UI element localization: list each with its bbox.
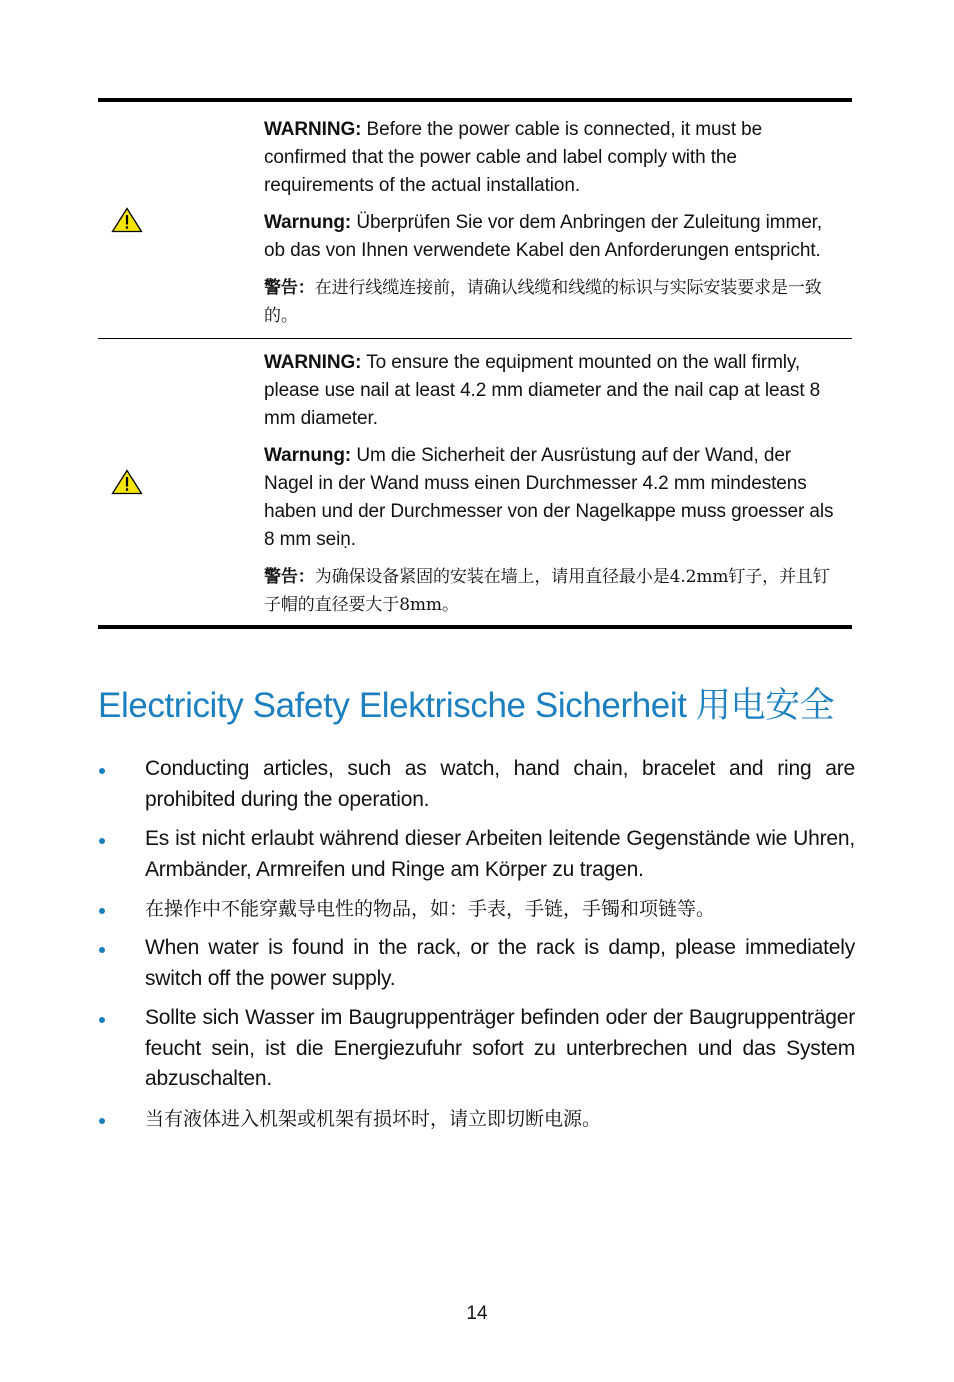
warning-german-label: Warnung:: [264, 445, 352, 466]
warning-chinese: [264, 563, 842, 619]
warning-text-cell: [264, 102, 852, 338]
bullet-item: [98, 894, 855, 924]
bullet-text: 在操作中不能穿戴导电性的物品，如：手表，手链，手镯和项链等。: [145, 898, 716, 920]
warning-english-text: To ensure the equipment mounted on the wall firmly, please use nail at least 4.2 mm diameter and the nail cap at least 8 mm diameter.: [264, 352, 821, 429]
warning-chinese: [264, 274, 842, 330]
warning-english: [264, 349, 842, 433]
bullet-item: [98, 1104, 855, 1134]
warning-chinese-text: 在进行线缆连接前，请确认线缆和线缆的标识与实际安装要求是一致的。: [264, 278, 822, 326]
bullet-dot-icon: [99, 947, 105, 953]
warning-english-label: WARNING:: [264, 119, 362, 140]
warning-chinese-label: 警告：: [264, 278, 315, 298]
bullet-text: Conducting articles, such as watch, hand chain, bracelet and ring are prohibited during the operation.: [145, 757, 855, 811]
warning-english-text: Before the power cable is connected, it must be confirmed that the power cable and label comply with the requirements of the actual installation.: [264, 119, 763, 196]
warning-german-text: Überprüfen Sie vor dem Anbringen der Zuleitung immer, ob das von Ihnen verwendete Kabel den Anforderungen entspricht.: [264, 212, 823, 261]
bullet-text: 当有液体进入机架或机架有损坏时，请立即切断电源。: [145, 1107, 602, 1130]
bullet-text: Sollte sich Wasser im Baugruppenträger befinden oder der Baugruppenträger feucht sein, ist die Energiezufuhr sofort zu unterbrechen und das System abzuschalten.: [145, 1006, 855, 1090]
bullet-dot-icon: [99, 908, 105, 914]
warning-row-wall-mount: [98, 338, 852, 625]
section-heading: Electricity Safety Elektrische Sicherheit 用电安全: [98, 686, 835, 725]
bullet-text: When water is found in the rack, or the rack is damp, please immediately switch off the power supply.: [145, 936, 855, 990]
warning-english: [264, 116, 842, 200]
warning-triangle-icon: [111, 207, 143, 233]
warning-german: [264, 209, 842, 265]
warning-german-label: Warnung:: [264, 212, 352, 233]
warning-row-power-cable: [98, 102, 852, 338]
page-number: 14: [466, 1303, 488, 1324]
warning-german-text: Um die Sicherheit der Ausrüstung auf der Wand, der Nagel in der Wand muss einen Durchmesser 4.2 mm mindestens haben und der Durchmesser von der Nagelkappe muss groesser als 8 mm seiṇ.: [264, 445, 834, 550]
bullet-item: [98, 754, 855, 815]
warning-chinese-text: 为确保设备紧固的安装在墙上，请用直径最小是4.2mm钉子，并且钉子帽的直径要大于8mm。: [264, 567, 830, 615]
warning-chinese-label: 警告：: [264, 567, 315, 587]
warning-text-cell: [264, 339, 852, 625]
warning-table: [98, 98, 852, 629]
bullet-dot-icon: [99, 768, 105, 774]
warning-english-label: WARNING:: [264, 352, 362, 373]
bullet-item: [98, 1003, 855, 1095]
bullet-item: [98, 824, 855, 885]
safety-bullet-list: [98, 754, 855, 1143]
bullet-dot-icon: [99, 1118, 105, 1124]
warning-triangle-icon: [111, 469, 143, 495]
bullet-dot-icon: [99, 838, 105, 844]
warning-icon-cell: [98, 207, 264, 233]
bullet-item: [98, 933, 855, 994]
warning-icon-cell: [98, 469, 264, 495]
warning-german: [264, 442, 842, 554]
bullet-dot-icon: [99, 1017, 105, 1023]
bullet-text: Es ist nicht erlaubt während dieser Arbeiten leitende Gegenstände wie Uhren, Armbänder, Armreifen und Ringe am Körper zu tragen.: [145, 827, 855, 881]
